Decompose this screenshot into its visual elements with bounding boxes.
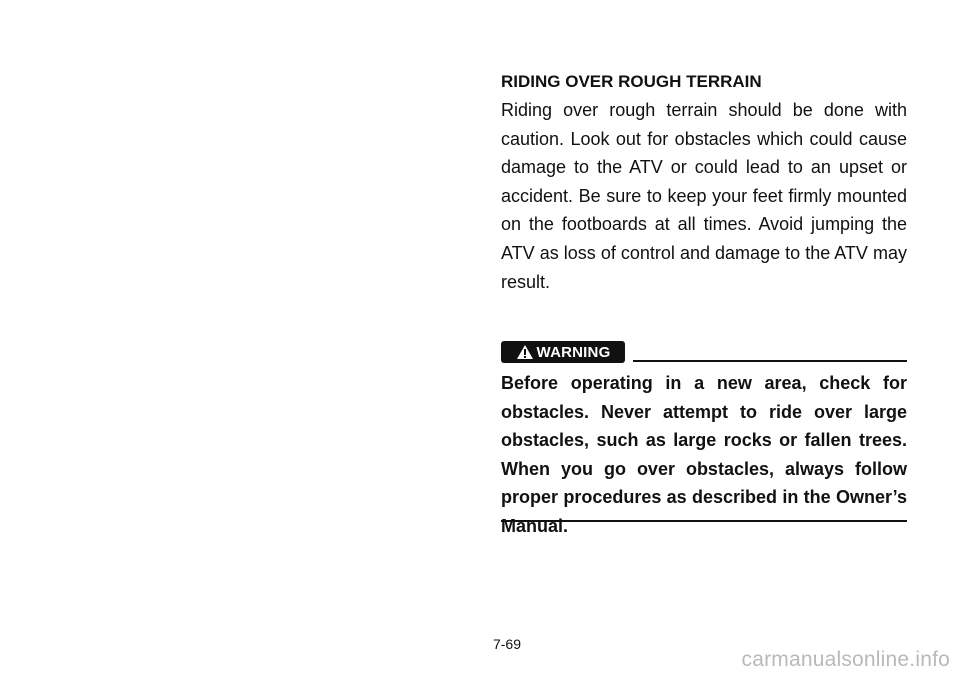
warning-text: Before operating in a new area, check for obstacles. Never attempt to ride over large obstacles, such as large rocks or fallen trees. When you go over obstacles, always follow proper procedures as described in the Owner’s Manual. bbox=[501, 373, 907, 536]
warning-header bbox=[501, 341, 907, 363]
section-body-text: Riding over rough terrain should be done with caution. Look out for obstacles which could cause damage to the ATV or could lead to an upset or accident. Be sure to keep your feet firmly mounted on the footboards at all times. Avoid jumping the ATV as loss of control and damage to the ATV may result. bbox=[501, 100, 907, 292]
watermark: carmanualsonline.info bbox=[741, 648, 950, 671]
warning-top-rule bbox=[633, 360, 907, 362]
warning-bottom-rule bbox=[501, 520, 907, 522]
section-heading: RIDING OVER ROUGH TERRAIN bbox=[501, 72, 762, 91]
riding-rough-terrain-section bbox=[501, 70, 907, 296]
warning-triangle-icon bbox=[516, 344, 534, 360]
page-number: 7-69 bbox=[492, 636, 522, 652]
warning-badge bbox=[501, 341, 625, 363]
warning-label: WARNING bbox=[536, 343, 611, 361]
